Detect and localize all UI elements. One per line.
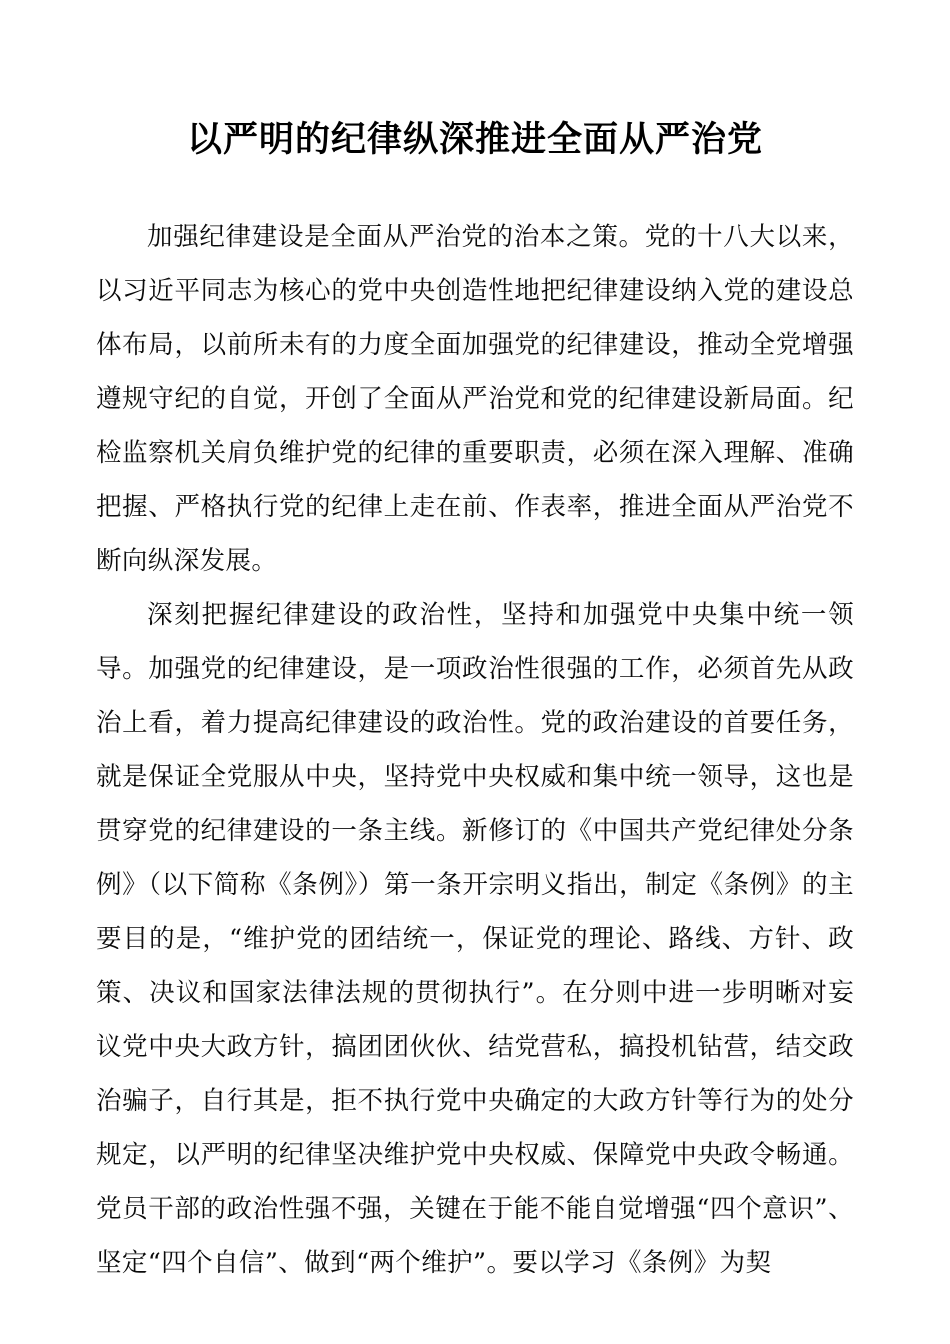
paragraph: 深刻把握纪律建设的政治性，坚持和加强党中央集中统一领导。加强党的纪律建设，是一项政治性很强的工作，必须首先从政治上看，着力提高纪律建设的政治性。党的政治建设的首要任务，就是保证全党服从中央，坚持党中央权威和集中统一领导，这也是贯穿党的纪律建设的一条主线。新修订的《中国共产党纪律处分条例》（以下简称《条例》）第一条开宗明义指出，制定《条例》的主要目的是，“维护党的团结统一，保证党的理论、路线、方针、政策、决议和国家法律法规的贯彻执行”。在分则中进一步明晰对妄议党中央大政方针，搞团团伙伙、结党营私，搞投机钻营，结交政治骗子，自行其是，拒不执行党中央确定的大政方针等行为的处分规定，以严明的纪律坚决维护党中央权威、保障党中央政令畅通。党员干部的政治性强不强，关键在于能不能自觉增强“四个意识”、坚定“四个自信”、做到“两个维护”。要以学习《条例》为契	[96, 599, 854, 1278]
document-body	[96, 210, 854, 1290]
page-title: 以严明的纪律纵深推进全面从严治党	[186, 120, 763, 160]
paragraph: 加强纪律建设是全面从严治党的治本之策。党的十八大以来，以习近平同志为核心的党中央创造性地把纪律建设纳入党的建设总体布局，以前所未有的力度全面加强党的纪律建设，推动全党增强遵规守纪的自觉，开创了全面从严治党和党的纪律建设新局面。纪检监察机关肩负维护党的纪律的重要职责，必须在深入理解、准确把握、严格执行党的纪律上走在前、作表率，推进全面从严治党不断向纵深发展。	[96, 221, 854, 576]
